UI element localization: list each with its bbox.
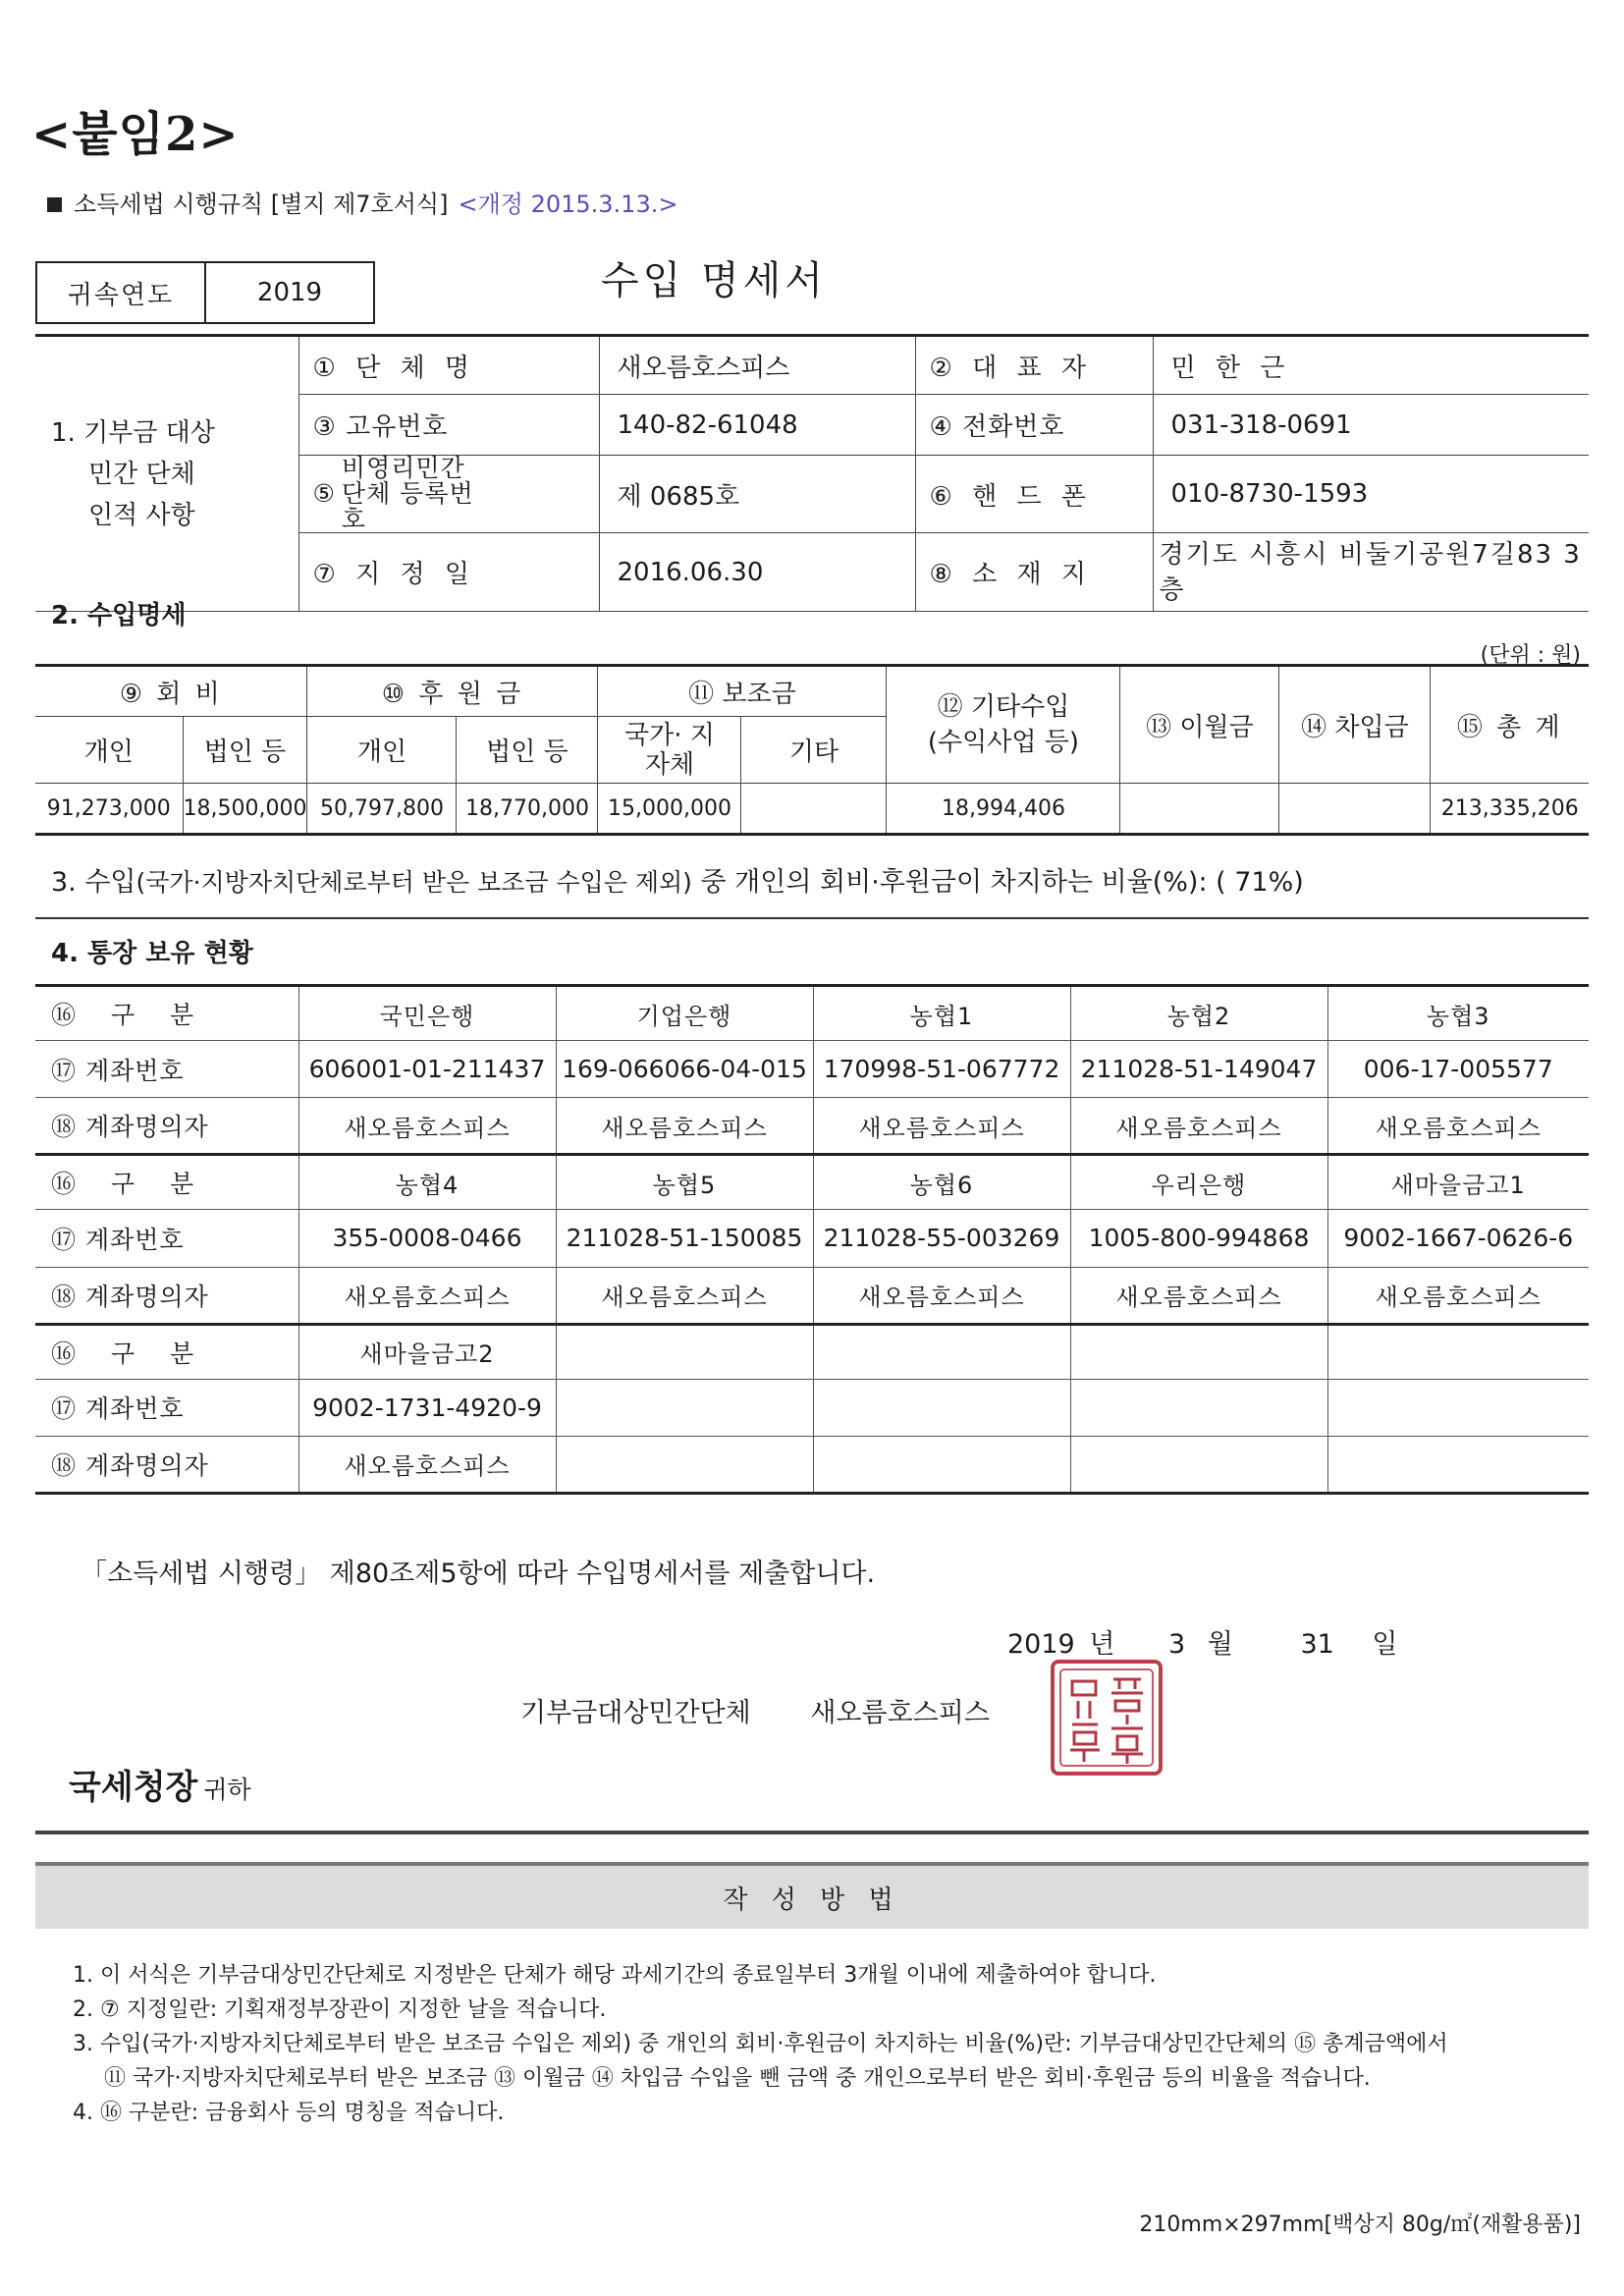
account-number: 006-17-005577 — [1327, 1041, 1589, 1098]
account-holder: 새오름호스피스 — [1070, 1098, 1327, 1155]
account-number — [1070, 1379, 1327, 1436]
ratio-prefix: 3. 수입 — [51, 867, 136, 898]
square-bullet-icon — [47, 197, 62, 212]
submission-statement: 「소득세법 시행령」 제80조제5항에 따라 수입명세서를 제출합니다. — [81, 1558, 876, 1589]
seal-icon — [1049, 1658, 1164, 1777]
page-title: 수입 명세서 — [601, 258, 827, 303]
subsidy-other-header: 기타 — [741, 717, 887, 784]
account-holder — [1070, 1436, 1327, 1493]
bank-name: 우리은행 — [1070, 1155, 1327, 1210]
bank-name — [556, 1324, 813, 1379]
section4-title: 4. 통장 보유 현황 — [51, 939, 253, 968]
account-holder: 새오름호스피스 — [556, 1267, 813, 1324]
org-name-label: ① 단 체 명 — [298, 336, 599, 395]
guide-list — [73, 1958, 1448, 2130]
divider — [35, 917, 1589, 919]
account-number — [1327, 1379, 1589, 1436]
account-number — [813, 1379, 1070, 1436]
account-number: 211028-51-150085 — [556, 1210, 813, 1267]
account-number: 211028-55-003269 — [813, 1210, 1070, 1267]
membership-header: ⑨ 회 비 — [35, 666, 307, 717]
org-name-value: 새오름호스피스 — [599, 336, 915, 395]
address-value: 경기도 시흥시 비둘기공원7길83 3층 — [1153, 533, 1589, 612]
designation-date-value: 2016.06.30 — [599, 533, 915, 612]
account-holder — [813, 1436, 1070, 1493]
membership-corporate-header: 법인 등 — [183, 717, 307, 784]
account-row-label: ⑰ 계좌번호 — [35, 1041, 298, 1098]
recipient — [69, 1760, 251, 1808]
table-row — [35, 1436, 1589, 1493]
carryover-header: ⑬ 이월금 — [1120, 666, 1279, 784]
table-row — [35, 1267, 1589, 1324]
guide-item: ⑪ 국가·지방자치단체로부터 받은 보조금 ⑬ 이월금 ⑭ 차입금 수입을 뺀 금액 중 개인으로부터 받은 회비·후원금 등의 비율을 적습니다. — [104, 2066, 1371, 2091]
account-holder: 새오름호스피스 — [1327, 1267, 1589, 1324]
form-reference — [47, 185, 677, 219]
account-holder — [1327, 1436, 1589, 1493]
bank-name: 국민은행 — [298, 986, 556, 1041]
bank-name: 농협6 — [813, 1155, 1070, 1210]
mobile-value: 010-8730-1593 — [1153, 456, 1589, 533]
address-label: ⑧ 소 재 지 — [915, 533, 1153, 612]
account-number: 170998-51-067772 — [813, 1041, 1070, 1098]
bank-accounts-table — [35, 984, 1589, 1495]
account-holder: 새오름호스피스 — [298, 1267, 556, 1324]
org-info-group-label: 1. 기부금 대상 민간 단체 인적 사항 — [35, 336, 298, 612]
membership-corporate-value: 18,500,000 — [183, 784, 307, 835]
account-number: 355-0008-0466 — [298, 1210, 556, 1267]
account-row-label: ⑰ 계좌번호 — [35, 1379, 298, 1436]
account-holder — [556, 1436, 813, 1493]
donation-individual-value: 50,797,800 — [307, 784, 457, 835]
bank-name: 농협3 — [1327, 986, 1589, 1041]
loan-header: ⑭ 차입금 — [1279, 666, 1431, 784]
org-info-table — [35, 334, 1589, 612]
guide-item: 3. 수입(국가·지방자치단체로부터 받은 보조금 수입은 제외) 중 개인의 회비·후원금이 차지하는 비율(%)란: 기부금대상민간단체의 ⑮ 총계금액에서 — [73, 2032, 1448, 2056]
date-day-unit: 일 — [1372, 1629, 1398, 1660]
designation-date-label: ⑦ 지 정 일 — [298, 533, 599, 612]
account-holder: 새오름호스피스 — [556, 1098, 813, 1155]
membership-individual-value: 91,273,000 — [35, 784, 183, 835]
ratio-paren: (국가·지방자치단체로부터 받은 보조금 수입은 제외) — [135, 868, 692, 897]
account-number: 606001-01-211437 — [298, 1041, 556, 1098]
table-row — [35, 1041, 1589, 1098]
phone-value: 031-318-0691 — [1153, 395, 1589, 456]
mobile-label: ⑥ 핸 드 폰 — [915, 456, 1153, 533]
representative-value: 민 한 근 — [1153, 336, 1589, 395]
subsidy-other-value — [741, 784, 887, 835]
form-ref-text: 소득세법 시행규칙 [별지 제7호서식] — [74, 191, 449, 218]
bank-name: 농협4 — [298, 1155, 556, 1210]
carryover-value — [1120, 784, 1279, 835]
date-month-unit: 월 — [1207, 1629, 1233, 1660]
account-number: 169-066066-04-015 — [556, 1041, 813, 1098]
registration-label-number: ⑤ — [312, 479, 336, 508]
total-header: ⑮ 총 계 — [1431, 666, 1589, 784]
account-row-label: ⑰ 계좌번호 — [35, 1210, 298, 1267]
bank-name: 기업은행 — [556, 986, 813, 1041]
table-row — [35, 1324, 1589, 1379]
date-year-unit: 년 — [1089, 1629, 1115, 1660]
date-month: 3 — [1168, 1629, 1186, 1660]
date-day: 31 — [1300, 1629, 1334, 1660]
bank-name: 새마을금고2 — [298, 1324, 556, 1379]
tax-id-label: ③ 고유번호 — [298, 395, 599, 456]
account-holder: 새오름호스피스 — [298, 1098, 556, 1155]
account-holder: 새오름호스피스 — [298, 1436, 556, 1493]
guide-item: 2. ⑦ 지정일란: 기획재정부장관이 지정한 날을 적습니다. — [73, 1997, 607, 2022]
form-revision: <개정 2015.3.13.> — [458, 191, 678, 218]
phone-label: ④ 전화번호 — [915, 395, 1153, 456]
paper-spec: 210mm×297mm[백상지 80g/㎡(재활용품)] — [1139, 2213, 1581, 2237]
other-income-header: ⑫ 기타수입 (수익사업 등) — [887, 666, 1120, 784]
guide-title: 작 성 방 법 — [35, 1862, 1589, 1929]
subsidy-gov-value: 15,000,000 — [598, 784, 741, 835]
subsidy-gov-header: 국가· 지자체 — [598, 717, 741, 784]
table-row — [35, 1155, 1589, 1210]
table-row — [35, 1379, 1589, 1436]
tax-id-value: 140-82-61048 — [599, 395, 915, 456]
bank-name — [813, 1324, 1070, 1379]
date-year: 2019 — [1007, 1629, 1075, 1660]
membership-individual-header: 개인 — [35, 717, 183, 784]
table-row — [35, 1098, 1589, 1155]
guide-item: 1. 이 서식은 기부금대상민간단체로 지정받은 단체가 해당 과세기간의 종료일부터 3개월 이내에 제출하여야 합니다. — [73, 1963, 1157, 1988]
table-row — [35, 986, 1589, 1041]
account-number: 211028-51-149047 — [1070, 1041, 1327, 1098]
account-number: 1005-800-994868 — [1070, 1210, 1327, 1267]
year-box — [35, 261, 375, 324]
category-row-label: ⑯ 구 분 — [35, 1324, 298, 1379]
donation-corporate-header: 법인 등 — [457, 717, 598, 784]
organization-line — [520, 1691, 990, 1729]
org-type-label: 기부금대상민간단체 — [520, 1698, 751, 1728]
guide-item: 4. ⑯ 구분란: 금융회사 등의 명칭을 적습니다. — [73, 2101, 505, 2125]
income-table — [35, 664, 1589, 836]
bank-name: 농협1 — [813, 986, 1070, 1041]
loan-value — [1279, 784, 1431, 835]
year-value: 2019 — [256, 278, 323, 307]
representative-label: ② 대 표 자 — [915, 336, 1153, 395]
account-number: 9002-1731-4920-9 — [298, 1379, 556, 1436]
unit-label: (단위 : 원) — [1480, 643, 1581, 668]
seal-stamp — [1049, 1658, 1164, 1777]
registration-value: 제 0685호 — [599, 456, 915, 533]
registration-label — [298, 456, 599, 533]
registration-label-text: 비영리민간단체 등록번호 — [341, 454, 474, 533]
holder-row-label: ⑱ 계좌명의자 — [35, 1267, 298, 1324]
table-row — [35, 1210, 1589, 1267]
bank-name: 농협2 — [1070, 986, 1327, 1041]
total-value: 213,335,206 — [1431, 784, 1589, 835]
account-holder: 새오름호스피스 — [1070, 1267, 1327, 1324]
holder-row-label: ⑱ 계좌명의자 — [35, 1436, 298, 1493]
account-number — [556, 1379, 813, 1436]
section2-title: 2. 수입명세 — [51, 601, 187, 630]
subsidy-header: ⑪ 보조금 — [598, 666, 887, 717]
ratio-suffix: 중 개인의 회비·후원금이 차지하는 비율(%): ( 71%) — [700, 867, 1304, 898]
donation-header: ⑩ 후 원 금 — [307, 666, 598, 717]
submission-date — [1007, 1622, 1398, 1661]
holder-row-label: ⑱ 계좌명의자 — [35, 1098, 298, 1155]
donation-individual-header: 개인 — [307, 717, 457, 784]
bank-name — [1070, 1324, 1327, 1379]
category-row-label: ⑯ 구 분 — [35, 1155, 298, 1210]
account-holder: 새오름호스피스 — [813, 1098, 1070, 1155]
attachment-label: <붙임2> — [31, 107, 240, 162]
recipient-name: 국세청장 — [69, 1768, 198, 1807]
divider — [35, 1831, 1589, 1834]
ratio-line — [51, 860, 1304, 899]
other-income-value: 18,994,406 — [887, 784, 1120, 835]
account-number: 9002-1667-0626-6 — [1327, 1210, 1589, 1267]
account-holder: 새오름호스피스 — [813, 1267, 1070, 1324]
year-label: 귀속연도 — [37, 263, 206, 322]
donation-corporate-value: 18,770,000 — [457, 784, 598, 835]
org-name: 새오름호스피스 — [810, 1698, 990, 1728]
category-row-label: ⑯ 구 분 — [35, 986, 298, 1041]
bank-name: 새마을금고1 — [1327, 1155, 1589, 1210]
bank-name — [1327, 1324, 1589, 1379]
bank-name: 농협5 — [556, 1155, 813, 1210]
recipient-suffix: 귀하 — [203, 1776, 251, 1804]
account-holder: 새오름호스피스 — [1327, 1098, 1589, 1155]
